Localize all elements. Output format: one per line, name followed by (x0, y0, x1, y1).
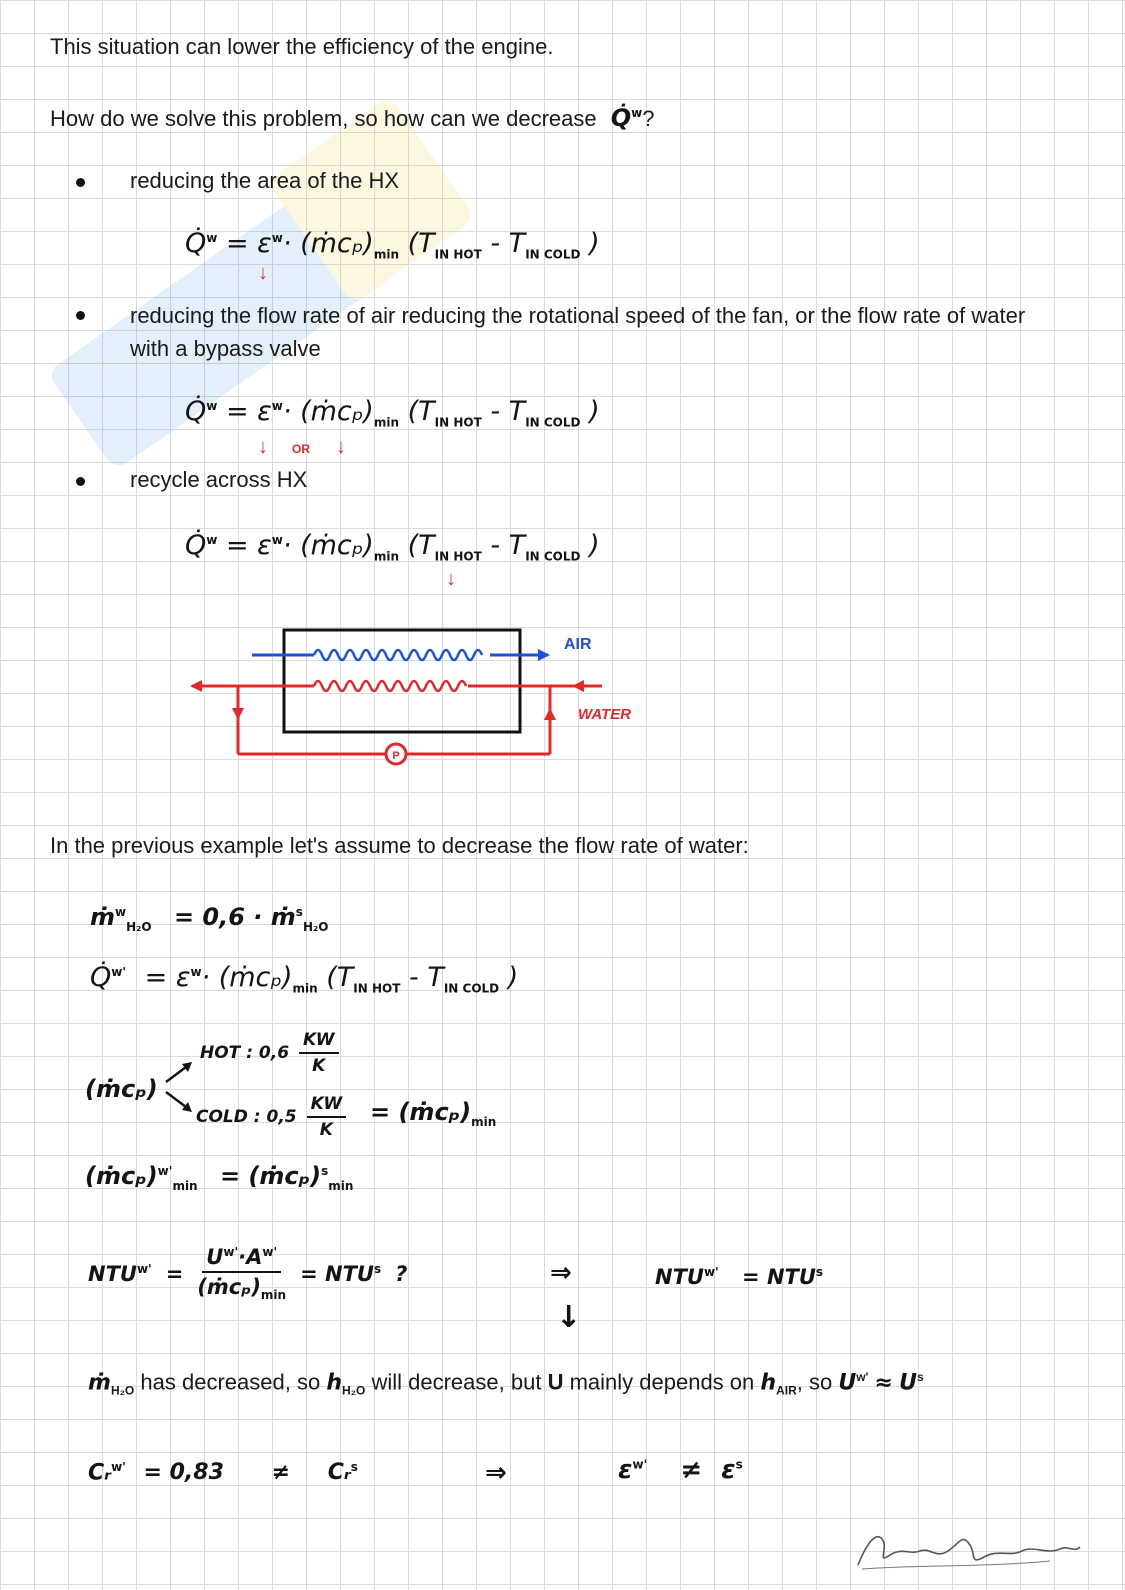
eq-min: min (373, 549, 400, 564)
unit-num: KW (307, 1094, 346, 1118)
eq-mcp: (ṁcₚ) (300, 396, 374, 427)
u-symbol: U (547, 1369, 564, 1395)
mass-sub: H₂O (126, 919, 152, 934)
eq-t-hot: (T (407, 396, 435, 427)
eq-close: ) (589, 228, 600, 259)
signature (850, 1525, 1090, 1580)
cr-sup: w' (111, 1460, 126, 1474)
h2o-sub: H₂O (110, 1383, 135, 1398)
air-arrow-icon (538, 649, 550, 661)
bullet-dot (76, 311, 85, 320)
recycle-up-arrow-icon (544, 708, 556, 720)
eq-t-cold: - T (490, 228, 526, 259)
cr-rhs: Cᵣ (327, 1460, 351, 1486)
eps-rhs-sup: s (735, 1457, 743, 1472)
eq-cold-sub: IN COLD (525, 549, 581, 564)
cold-value: COLD : 0,5 (196, 1107, 297, 1127)
eq-epsilon: ε (257, 228, 272, 259)
qp-rhs: = ε (144, 962, 191, 993)
ntu-result-sup: w' (703, 1265, 719, 1279)
eq-cold-sub: IN COLD (525, 415, 581, 430)
eq-mcp: (ṁcₚ) (300, 228, 374, 259)
intro-sentence: This situation can lower the efficiency of the engine. (50, 34, 554, 59)
ntu-mcp: (ṁcₚ) (197, 1275, 261, 1299)
m-dot-symbol: ṁ (88, 1370, 111, 1396)
mcpp-sub: min (172, 1178, 198, 1193)
heat-rate-equation: Q̇$^w$ = $\varepsilon^w\cdot$ $(ṁc_p)_{min}$ ($T_{IN HOT} - T_{IN COLD}$ ) (185, 530, 600, 564)
bullet-dot (76, 178, 85, 187)
eps-lhs: ε (618, 1455, 633, 1485)
ntu-u: U (206, 1245, 224, 1269)
eq-t-cold: - T (490, 530, 526, 561)
qp-hot: IN HOT (353, 981, 401, 996)
eq-equals: = (225, 228, 249, 259)
ntu-a: ·A (238, 1245, 263, 1269)
water-coil (314, 681, 466, 691)
ntu-result-eq: = NTU (742, 1265, 816, 1289)
decrease-arrow-icon: ↓ (258, 436, 268, 458)
epsilon-compare (618, 1455, 743, 1485)
water-in-arrow-icon (572, 680, 584, 692)
u-w-symbol: U (838, 1370, 857, 1396)
bullet-item: reducing the flow rate of air reducing the rotational speed of the fan, or the flow rate of water with a bypass valve (130, 303, 1026, 361)
ntu-result (655, 1265, 823, 1289)
q-symbol: Q̇ (610, 104, 632, 132)
q-dot-symbol (611, 104, 643, 132)
cold-mcp-line (196, 1094, 346, 1140)
eq-q: Q̇ (185, 228, 207, 259)
implies-arrow-icon: ⇒ (485, 1458, 507, 1488)
branch-arrows-icon (160, 1050, 200, 1130)
min-sub: min (471, 1114, 497, 1129)
cr-neq: ≠ (271, 1460, 291, 1486)
eq-t-hot: (T (407, 228, 435, 259)
eq-equals: = (225, 396, 249, 427)
pump-label: P (392, 750, 400, 762)
ntu-result-lhs: NTU (655, 1265, 704, 1289)
air-label: AIR (564, 636, 592, 653)
eq-t-hot: (T (407, 530, 435, 561)
eps-rhs: ε (721, 1455, 736, 1485)
q-super: w (631, 106, 643, 120)
recycle-down-arrow-icon (232, 708, 244, 720)
air-coil (314, 650, 482, 660)
u-s-symbol: U (899, 1370, 917, 1396)
eq-dot: · (282, 228, 292, 259)
ntu-rhs-text: = NTU (300, 1261, 374, 1286)
eq-cold-sub: IN COLD (525, 247, 581, 262)
heat-rate-equation: Q̇$^w$ = $\varepsilon^w\cdot$ $(ṁc_p)_{min}$ ($T_{IN HOT} - T_{IN COLD}$ ) (185, 396, 600, 430)
qp-q: Q̇ (90, 962, 112, 993)
example-intro: In the previous example let's assume to decrease the flow rate of water: (50, 833, 749, 858)
decrease-arrow-icon: ↓ (446, 568, 456, 590)
eq-close: ) (589, 530, 600, 561)
air-sub: AIR (776, 1383, 797, 1398)
prose-part1: has decreased, so (140, 1369, 321, 1395)
ntu-result-sup-s: s (815, 1265, 824, 1279)
cr-lhs: Cᵣ (88, 1460, 112, 1486)
mcpp-sup: w' (157, 1164, 173, 1178)
ntu-den: $(ṁc_p)_{min}$ (197, 1275, 287, 1303)
mcp-min-equals (370, 1098, 496, 1129)
mcpp-sup-s: s (321, 1164, 329, 1178)
cr-equation (88, 1460, 358, 1485)
or-label: OR (292, 442, 310, 456)
unit-den: K (312, 1056, 326, 1076)
eq-equals: = (225, 530, 249, 561)
eq-close: ) (589, 396, 600, 427)
eq-hot-sub: IN HOT (434, 415, 482, 430)
mass-sub-rhs: H₂O (302, 919, 329, 934)
mcpp-rhs: = (ṁcₚ) (219, 1162, 322, 1190)
qp-cold: IN COLD (443, 981, 500, 996)
ntu-rhs-sup: s (373, 1261, 382, 1276)
eq-epsilon: ε (257, 530, 272, 561)
qp-t-hot: (T (326, 962, 354, 993)
h-air-symbol: h (760, 1370, 777, 1396)
prose-part4: , so (796, 1369, 833, 1395)
h-h2o-sub: H₂O (341, 1383, 366, 1398)
mass-sup-w: w (115, 905, 127, 919)
decrease-arrow-icon: ↓ (336, 436, 346, 458)
heat-exchanger-diagram (180, 610, 680, 780)
qp-min: min (292, 981, 318, 996)
ntu-sup: w' (136, 1261, 152, 1276)
eq-epsilon: ε (257, 396, 272, 427)
question-mark: ? (642, 106, 655, 131)
eq-mcp: (ṁcₚ) (300, 530, 374, 561)
ntu-rhs (300, 1262, 381, 1286)
ntu-question: ? (395, 1261, 408, 1286)
mcp-prime-equation (85, 1162, 353, 1193)
qp-mcp: · (ṁcₚ) (201, 962, 293, 993)
eq-hot-sub: IN HOT (434, 247, 482, 262)
ntu-num: $U^{w'}\cdot A^{w'}$ (202, 1245, 281, 1273)
implies-arrow-icon: ⇒ (550, 1258, 572, 1288)
eq-dot: · (282, 530, 292, 561)
question-sentence (50, 98, 654, 134)
cr-value: = 0,83 (143, 1460, 224, 1486)
question-text: How do we solve this problem, so how can we decrease (50, 106, 597, 131)
decrease-arrow-icon: ↓ (258, 262, 268, 284)
water-arrow-icon (190, 680, 202, 692)
cr-rhs-sup: s (350, 1460, 358, 1474)
eq-t-cold: - T (490, 396, 526, 427)
eps-lhs-sup: w' (632, 1457, 648, 1472)
mass-flow-equation (90, 903, 328, 934)
eq-q: Q̇ (185, 396, 207, 427)
approx-symbol: ≈ (874, 1370, 893, 1396)
eq-min: min (373, 415, 400, 430)
eps-neq: ≠ (680, 1455, 703, 1485)
ntu-equation (88, 1245, 407, 1302)
unit-fraction (307, 1094, 346, 1140)
ntu-lhs (88, 1262, 152, 1286)
prose-part2: will decrease, but (371, 1369, 542, 1395)
eq-dot: · (282, 396, 292, 427)
eq-min: min (373, 247, 400, 262)
equals-min: = (ṁcₚ) (370, 1098, 472, 1126)
bullet-item: recycle across HX (130, 467, 308, 492)
qp-t-cold: - T (409, 962, 444, 993)
heat-rate-equation: Q̇$^w$ = $\varepsilon^w\cdot$ $(ṁc_p)_{min}$ ($T_{IN HOT} - T_{IN COLD}$ ) (185, 228, 600, 262)
eq-q: Q̇ (185, 530, 207, 561)
bullet-item: reducing the area of the HX (130, 168, 400, 193)
prose-part3: mainly depends on (569, 1369, 755, 1395)
q-prime-equation: Q̇$^{w'}$ = $\varepsilon^w\cdot$ $(ṁc_p)_{min}$ ($T_{IN HOT} - T_{IN COLD}$ ) (90, 962, 519, 996)
m-dot: ṁ (90, 903, 116, 931)
hot-mcp-line (200, 1030, 339, 1076)
eq-hot-sub: IN HOT (434, 549, 482, 564)
hot-value: HOT : 0,6 (200, 1043, 290, 1063)
u-dependence-sentence: ṁ$_{H_2O}$ has decreased, so $h_{H_2O}$ will decrease, but U mainly depends on $h_{AIR}$, so $U^{w'} \approx U^s$ (88, 1369, 924, 1398)
qp-close: ) (507, 962, 519, 993)
unit-num: KW (299, 1030, 338, 1054)
mass-sup-s: s (295, 905, 303, 919)
ntu-eq: = (165, 1261, 184, 1286)
h-symbol: h (326, 1370, 342, 1396)
mcpp-lhs: (ṁcₚ) (85, 1162, 158, 1190)
qp-sup: w' (111, 965, 127, 979)
down-arrow-icon: ↓ (556, 1300, 582, 1335)
water-label: WATER (578, 706, 632, 723)
mcpp-sub-rhs: min (328, 1178, 354, 1193)
mass-rhs: = 0,6 · ṁ (173, 903, 296, 931)
ntu-fraction (197, 1245, 286, 1302)
ntu-label: NTU (88, 1261, 137, 1286)
bullet-dot (76, 477, 85, 486)
mcp-label: (ṁcₚ) (85, 1075, 158, 1103)
unit-den: K (319, 1120, 333, 1140)
unit-fraction (299, 1030, 338, 1076)
